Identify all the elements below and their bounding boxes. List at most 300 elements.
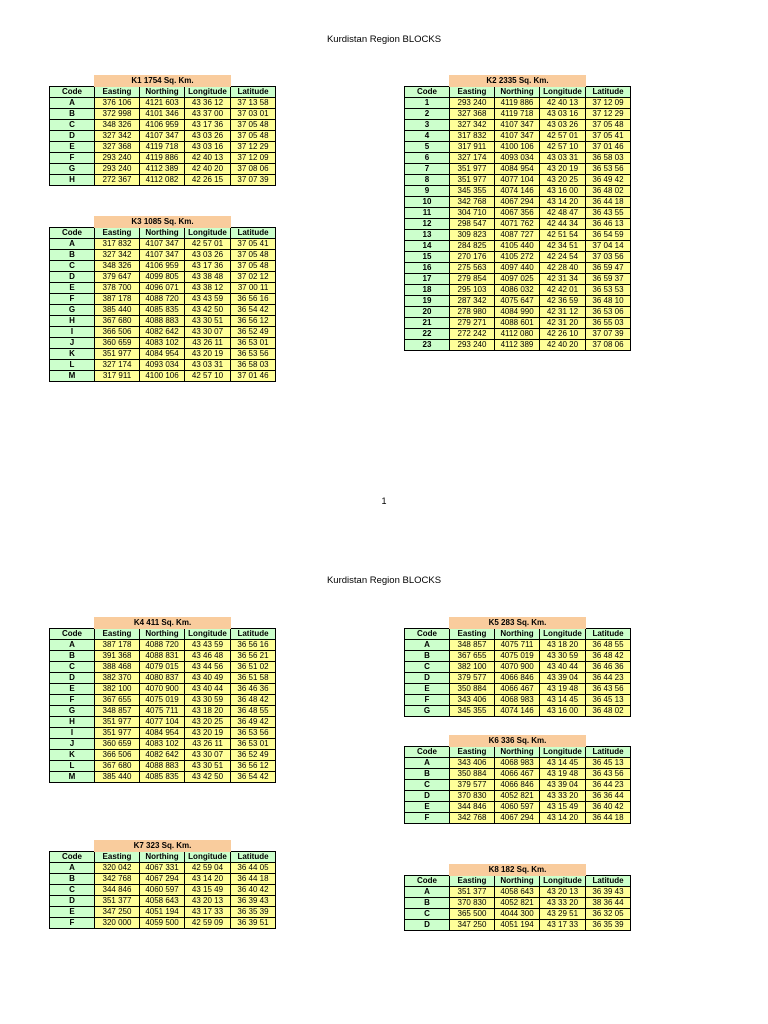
coordinate-cell: 4052 821 — [495, 898, 540, 909]
point-code: E — [405, 802, 450, 813]
coordinate-cell: 36 35 39 — [586, 920, 631, 931]
coordinate-cell: 382 100 — [95, 684, 140, 695]
point-code: 7 — [405, 164, 450, 175]
coordinate-cell: 43 40 44 — [185, 684, 231, 695]
coordinate-cell: 4107 347 — [140, 250, 185, 261]
column-header: Easting — [95, 228, 140, 239]
point-code: B — [50, 250, 95, 261]
coordinate-cell: 4088 883 — [140, 761, 185, 772]
point-code: B — [50, 109, 95, 120]
table-row — [405, 241, 631, 252]
table-row — [405, 780, 631, 791]
point-code: A — [50, 239, 95, 250]
coordinate-cell: 4067 356 — [495, 208, 540, 219]
coordinate-cell: 4079 015 — [140, 662, 185, 673]
coordinate-cell: 37 01 46 — [586, 142, 631, 153]
coordinate-cell: 385 440 — [95, 772, 140, 783]
coordinate-cell: 4106 959 — [140, 261, 185, 272]
coordinate-cell: 37 05 48 — [231, 131, 276, 142]
coordinate-cell: 43 19 48 — [540, 684, 586, 695]
coordinate-cell: 382 370 — [95, 673, 140, 684]
coordinate-cell: 4075 711 — [495, 640, 540, 651]
column-header: Latitude — [231, 87, 276, 98]
table-row — [50, 142, 276, 153]
coordinate-cell: 43 38 12 — [185, 283, 231, 294]
coordinate-cell: 42 24 54 — [540, 252, 586, 263]
coordinate-cell: 4106 959 — [140, 120, 185, 131]
table-row — [50, 360, 276, 371]
spacer — [586, 618, 631, 629]
coordinate-cell: 42 42 01 — [540, 285, 586, 296]
coordinate-cell: 275 563 — [450, 263, 495, 274]
coordinate-cell: 287 342 — [450, 296, 495, 307]
coordinate-cell: 37 13 58 — [231, 98, 276, 109]
coordinate-cell: 327 368 — [450, 109, 495, 120]
coordinate-cell: 4077 104 — [140, 717, 185, 728]
coordinate-cell: 36 53 01 — [231, 739, 276, 750]
table-row — [405, 274, 631, 285]
table-row — [50, 918, 276, 929]
table-row — [50, 131, 276, 142]
coordinate-cell: 43 40 49 — [185, 673, 231, 684]
point-code: A — [50, 640, 95, 651]
coordinate-cell: 351 377 — [450, 887, 495, 898]
point-code: B — [405, 898, 450, 909]
table-row — [405, 758, 631, 769]
point-code: E — [405, 684, 450, 695]
coordinate-cell: 4083 102 — [140, 338, 185, 349]
column-header: Code — [405, 876, 450, 887]
coordinate-cell: 4059 500 — [140, 918, 185, 929]
column-header: Latitude — [231, 228, 276, 239]
coordinate-cell: 36 48 02 — [586, 186, 631, 197]
table-row — [405, 662, 631, 673]
coordinate-cell: 43 43 59 — [185, 640, 231, 651]
table-row — [405, 197, 631, 208]
coordinate-cell: 4084 954 — [140, 349, 185, 360]
point-code: 19 — [405, 296, 450, 307]
point-code: L — [50, 360, 95, 371]
coordinate-cell: 343 406 — [450, 695, 495, 706]
block-title-row — [405, 865, 631, 876]
column-header: Longitude — [540, 87, 586, 98]
coordinate-cell: 43 03 26 — [540, 120, 586, 131]
coordinate-cell: 4082 642 — [140, 327, 185, 338]
coordinate-cell: 43 15 49 — [540, 802, 586, 813]
point-code: 9 — [405, 186, 450, 197]
coordinate-cell: 4066 467 — [495, 684, 540, 695]
coordinate-cell: 351 377 — [95, 896, 140, 907]
coordinate-cell: 42 28 40 — [540, 263, 586, 274]
table-row — [405, 920, 631, 931]
coordinate-cell: 4084 954 — [140, 728, 185, 739]
header-row — [50, 852, 276, 863]
coordinate-cell: 4044 300 — [495, 909, 540, 920]
point-code: D — [50, 673, 95, 684]
coordinate-cell: 36 44 18 — [231, 874, 276, 885]
table-row — [50, 896, 276, 907]
spacer — [50, 841, 95, 852]
point-code: C — [405, 662, 450, 673]
point-code: 14 — [405, 241, 450, 252]
table-row — [405, 340, 631, 351]
coordinate-cell: 4119 718 — [495, 109, 540, 120]
coordinate-cell: 4085 835 — [140, 305, 185, 316]
coordinate-cell: 4068 983 — [495, 695, 540, 706]
coordinate-cell: 348 326 — [95, 261, 140, 272]
coordinate-cell: 43 17 33 — [185, 907, 231, 918]
coordinate-cell: 37 12 09 — [586, 98, 631, 109]
coordinate-cell: 298 547 — [450, 219, 495, 230]
coordinate-cell: 36 45 13 — [586, 758, 631, 769]
coordinate-cell: 4060 597 — [140, 885, 185, 896]
point-code: C — [405, 780, 450, 791]
point-code: 8 — [405, 175, 450, 186]
point-code: I — [50, 327, 95, 338]
coordinate-cell: 4112 080 — [495, 329, 540, 340]
coordinate-cell: 351 977 — [450, 164, 495, 175]
table-row — [50, 316, 276, 327]
block-title-row — [405, 76, 631, 87]
spacer — [405, 736, 450, 747]
coordinate-cell: 4075 711 — [140, 706, 185, 717]
coordinate-cell: 317 911 — [95, 371, 140, 382]
point-code: 11 — [405, 208, 450, 219]
table-row — [50, 305, 276, 316]
coordinate-cell: 37 05 48 — [586, 120, 631, 131]
coordinate-cell: 43 20 19 — [540, 164, 586, 175]
column-header: Latitude — [231, 629, 276, 640]
coordinate-cell: 4107 347 — [495, 131, 540, 142]
coordinate-cell: 42 36 59 — [540, 296, 586, 307]
column-header: Easting — [450, 629, 495, 640]
coordinate-cell: 344 846 — [450, 802, 495, 813]
coordinate-cell: 317 911 — [450, 142, 495, 153]
coordinate-cell: 36 48 42 — [586, 651, 631, 662]
column-header: Easting — [95, 852, 140, 863]
page-title: Kurdistan Region BLOCKS — [326, 34, 442, 45]
coordinate-cell: 4058 643 — [495, 887, 540, 898]
table-row — [405, 909, 631, 920]
point-code: F — [50, 918, 95, 929]
table-row — [405, 684, 631, 695]
coordinate-cell: 378 700 — [95, 283, 140, 294]
coordinate-cell: 279 854 — [450, 274, 495, 285]
point-code: F — [405, 695, 450, 706]
coordinate-cell: 272 242 — [450, 329, 495, 340]
point-code: 17 — [405, 274, 450, 285]
coordinate-cell: 36 53 56 — [231, 349, 276, 360]
coordinate-cell: 4107 347 — [140, 239, 185, 250]
point-code: H — [50, 717, 95, 728]
point-code: D — [50, 896, 95, 907]
coordinate-cell: 36 59 47 — [586, 263, 631, 274]
table-row — [50, 120, 276, 131]
column-header: Latitude — [586, 87, 631, 98]
coordinate-cell: 36 53 56 — [231, 728, 276, 739]
block-title-row — [50, 76, 276, 87]
point-code: E — [50, 142, 95, 153]
coordinate-cell: 37 01 46 — [231, 371, 276, 382]
coordinate-cell: 43 30 51 — [185, 316, 231, 327]
coordinate-cell: 36 44 05 — [231, 863, 276, 874]
table-row — [405, 695, 631, 706]
table-row — [50, 283, 276, 294]
point-code: F — [50, 153, 95, 164]
coordinate-cell: 42 40 20 — [540, 340, 586, 351]
coordinate-cell: 43 18 20 — [185, 706, 231, 717]
coordinate-cell: 42 51 54 — [540, 230, 586, 241]
coordinate-cell: 387 178 — [95, 640, 140, 651]
coordinate-cell: 379 577 — [450, 673, 495, 684]
coordinate-cell: 37 03 56 — [586, 252, 631, 263]
coordinate-cell: 38 36 44 — [586, 898, 631, 909]
coordinate-cell: 43 20 25 — [185, 717, 231, 728]
coordinate-cell: 37 05 41 — [231, 239, 276, 250]
coordinate-cell: 4088 601 — [495, 318, 540, 329]
coordinate-cell: 4119 718 — [140, 142, 185, 153]
coordinate-cell: 367 680 — [95, 316, 140, 327]
point-code: 18 — [405, 285, 450, 296]
coordinate-cell: 43 33 20 — [540, 898, 586, 909]
coordinate-cell: 4086 032 — [495, 285, 540, 296]
table-row — [50, 662, 276, 673]
coordinate-cell: 43 14 20 — [185, 874, 231, 885]
point-code: 20 — [405, 307, 450, 318]
coordinate-cell: 4077 104 — [495, 175, 540, 186]
coordinate-cell: 36 59 37 — [586, 274, 631, 285]
coordinate-cell: 43 30 59 — [540, 651, 586, 662]
table-row — [50, 651, 276, 662]
column-header: Longitude — [540, 629, 586, 640]
coordinate-cell: 43 14 45 — [540, 758, 586, 769]
table-row — [405, 318, 631, 329]
table-row — [50, 294, 276, 305]
coordinate-cell: 42 44 34 — [540, 219, 586, 230]
coordinate-cell: 43 40 44 — [540, 662, 586, 673]
coordinate-cell: 42 40 13 — [185, 153, 231, 164]
coordinate-cell: 43 03 26 — [185, 131, 231, 142]
spacer — [50, 76, 95, 87]
coordinate-cell: 36 52 49 — [231, 327, 276, 338]
coordinate-cell: 4093 034 — [140, 360, 185, 371]
coordinate-cell: 42 59 04 — [185, 863, 231, 874]
point-code: H — [50, 316, 95, 327]
coordinate-cell: 36 53 56 — [586, 164, 631, 175]
table-row — [50, 250, 276, 261]
coordinate-cell: 43 20 13 — [540, 887, 586, 898]
block-table-k4 — [49, 617, 276, 783]
coordinate-cell: 4075 019 — [140, 695, 185, 706]
coordinate-cell: 36 43 55 — [586, 208, 631, 219]
coordinate-cell: 327 342 — [450, 120, 495, 131]
spacer — [586, 76, 631, 87]
coordinate-cell: 36 58 03 — [231, 360, 276, 371]
point-code: 23 — [405, 340, 450, 351]
block-table-k6 — [404, 735, 631, 824]
coordinate-cell: 43 03 16 — [540, 109, 586, 120]
coordinate-cell: 42 57 10 — [540, 142, 586, 153]
table-row — [405, 813, 631, 824]
coordinate-cell: 4084 954 — [495, 164, 540, 175]
header-row — [50, 629, 276, 640]
coordinate-cell: 37 12 29 — [231, 142, 276, 153]
column-header: Code — [405, 87, 450, 98]
table-row — [50, 349, 276, 360]
coordinate-cell: 43 03 16 — [185, 142, 231, 153]
coordinate-cell: 4060 597 — [495, 802, 540, 813]
block-title-row — [50, 841, 276, 852]
coordinate-cell: 37 12 09 — [231, 153, 276, 164]
point-code: C — [50, 120, 95, 131]
spacer — [586, 865, 631, 876]
point-code: 10 — [405, 197, 450, 208]
header-row — [405, 87, 631, 98]
coordinate-cell: 36 51 02 — [231, 662, 276, 673]
table-row — [405, 131, 631, 142]
table-row — [50, 109, 276, 120]
coordinate-cell: 37 12 29 — [586, 109, 631, 120]
coordinate-cell: 4097 025 — [495, 274, 540, 285]
point-code: G — [50, 164, 95, 175]
table-row — [405, 109, 631, 120]
point-code: D — [405, 791, 450, 802]
coordinate-cell: 36 44 18 — [586, 197, 631, 208]
coordinate-cell: 36 49 42 — [231, 717, 276, 728]
coordinate-cell: 4080 837 — [140, 673, 185, 684]
coordinate-cell: 379 577 — [450, 780, 495, 791]
coordinate-cell: 36 39 43 — [231, 896, 276, 907]
header-row — [405, 747, 631, 758]
coordinate-cell: 36 54 42 — [231, 305, 276, 316]
coordinate-cell: 350 884 — [450, 769, 495, 780]
coordinate-cell: 4067 331 — [140, 863, 185, 874]
block-table-k8 — [404, 864, 631, 931]
header-row — [50, 87, 276, 98]
coordinate-cell: 4101 346 — [140, 109, 185, 120]
coordinate-cell: 37 04 14 — [586, 241, 631, 252]
coordinate-cell: 4075 647 — [495, 296, 540, 307]
point-code: J — [50, 739, 95, 750]
table-row — [50, 739, 276, 750]
coordinate-cell: 43 42 50 — [185, 305, 231, 316]
coordinate-cell: 304 710 — [450, 208, 495, 219]
coordinate-cell: 36 43 56 — [586, 684, 631, 695]
coordinate-cell: 343 406 — [450, 758, 495, 769]
coordinate-cell: 4058 643 — [140, 896, 185, 907]
spacer — [405, 618, 450, 629]
coordinate-cell: 36 56 21 — [231, 651, 276, 662]
table-row — [405, 98, 631, 109]
coordinate-cell: 279 271 — [450, 318, 495, 329]
coordinate-cell: 320 042 — [95, 863, 140, 874]
coordinate-cell: 42 57 01 — [540, 131, 586, 142]
table-row — [405, 307, 631, 318]
coordinate-cell: 36 48 42 — [231, 695, 276, 706]
coordinate-cell: 43 03 31 — [185, 360, 231, 371]
coordinate-cell: 36 40 42 — [231, 885, 276, 896]
coordinate-cell: 4088 883 — [140, 316, 185, 327]
spacer — [231, 217, 276, 228]
coordinate-cell: 36 48 10 — [586, 296, 631, 307]
coordinate-cell: 37 07 39 — [231, 175, 276, 186]
table-row — [405, 164, 631, 175]
coordinate-cell: 43 39 04 — [540, 780, 586, 791]
coordinate-cell: 4066 846 — [495, 673, 540, 684]
block-title: K5 283 Sq. Km. — [450, 618, 586, 629]
coordinate-cell: 37 05 41 — [586, 131, 631, 142]
coordinate-cell: 4074 146 — [495, 706, 540, 717]
coordinate-cell: 4051 194 — [495, 920, 540, 931]
point-code: C — [50, 662, 95, 673]
spacer — [405, 76, 450, 87]
coordinate-cell: 293 240 — [95, 164, 140, 175]
column-header: Latitude — [586, 876, 631, 887]
point-code: 5 — [405, 142, 450, 153]
coordinate-cell: 37 02 12 — [231, 272, 276, 283]
point-code: E — [50, 907, 95, 918]
column-header: Northing — [140, 87, 185, 98]
coordinate-cell: 43 17 33 — [540, 920, 586, 931]
table-row — [50, 863, 276, 874]
coordinate-cell: 344 846 — [95, 885, 140, 896]
block-title-row — [405, 736, 631, 747]
coordinate-cell: 317 832 — [450, 131, 495, 142]
block-table-k1 — [49, 75, 276, 186]
table-row — [50, 261, 276, 272]
coordinate-cell: 293 240 — [450, 98, 495, 109]
table-row — [405, 142, 631, 153]
column-header: Easting — [450, 876, 495, 887]
coordinate-cell: 4051 194 — [140, 907, 185, 918]
coordinate-cell: 43 26 11 — [185, 338, 231, 349]
coordinate-cell: 37 03 01 — [231, 109, 276, 120]
coordinate-cell: 42 31 12 — [540, 307, 586, 318]
spacer — [586, 736, 631, 747]
table-row — [405, 769, 631, 780]
coordinate-cell: 4119 886 — [140, 153, 185, 164]
coordinate-cell: 43 17 36 — [185, 261, 231, 272]
point-code: C — [405, 909, 450, 920]
point-code: E — [50, 684, 95, 695]
block-title-row — [50, 618, 276, 629]
coordinate-cell: 4071 762 — [495, 219, 540, 230]
column-header: Longitude — [185, 87, 231, 98]
coordinate-cell: 43 30 59 — [185, 695, 231, 706]
table-row — [405, 175, 631, 186]
point-code: G — [50, 305, 95, 316]
coordinate-cell: 4100 106 — [140, 371, 185, 382]
coordinate-cell: 365 500 — [450, 909, 495, 920]
point-code: D — [405, 920, 450, 931]
coordinate-cell: 36 52 49 — [231, 750, 276, 761]
coordinate-cell: 36 32 05 — [586, 909, 631, 920]
coordinate-cell: 42 34 51 — [540, 241, 586, 252]
coordinate-cell: 293 240 — [95, 153, 140, 164]
point-code: D — [50, 131, 95, 142]
block-table-k7 — [49, 840, 276, 929]
coordinate-cell: 36 56 12 — [231, 761, 276, 772]
point-code: A — [405, 640, 450, 651]
block-table-k5 — [404, 617, 631, 717]
coordinate-cell: 366 506 — [95, 327, 140, 338]
block-title: K4 411 Sq. Km. — [95, 618, 231, 629]
coordinate-cell: 385 440 — [95, 305, 140, 316]
coordinate-cell: 4107 347 — [495, 120, 540, 131]
coordinate-cell: 36 36 44 — [586, 791, 631, 802]
coordinate-cell: 42 31 20 — [540, 318, 586, 329]
point-code: J — [50, 338, 95, 349]
